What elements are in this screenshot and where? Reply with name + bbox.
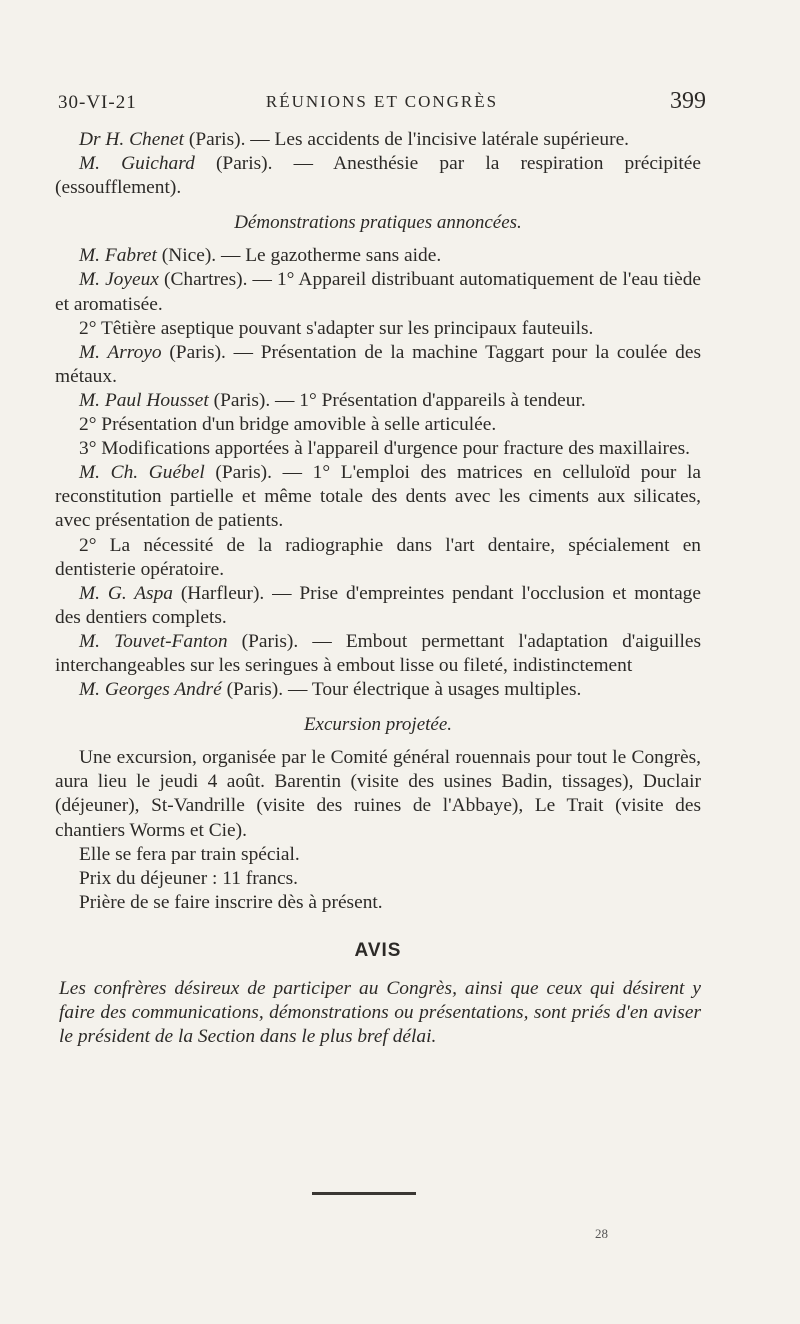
author-name: Dr H. Chenet [79,129,185,150]
excursion-paragraph: Prière de se faire inscrire dès à présent. [79,891,383,913]
author-name: M. Paul Housset [79,389,209,411]
closing-rule [312,1192,416,1195]
demonstration-entry [55,244,701,268]
excursion-paragraph: Une excursion, organisée par le Comité général rouennais pour tout le Congrès, aura lieu le jeudi 4 août. Barentin (visite des usines Badin, tissages), Duclair (déjeuner), St-Vandrille (visite des ruines de l'Abbaye), Le Trait (visite des chantiers Worms et Cie). [55,747,701,841]
entry-text: (Paris). — Anesthésie par la respiration précipitée (essoufflement). [55,153,701,199]
entry-text: 3° Modifications apportées à l'appareil d'urgence pour fracture des maxillaires. [79,438,690,460]
communication-entry [55,128,701,152]
author-name: M. Ch. Guébel [79,462,205,484]
demonstration-entry [55,268,701,316]
author-name: M. Georges André [79,679,222,701]
running-header [58,88,706,126]
author-name: M. Touvet-Fanton [79,630,228,652]
section-heading-demonstrations: Démonstrations pratiques annoncées. [234,212,522,234]
demonstration-entry [55,437,701,461]
demonstration-entry [55,534,701,582]
entry-text: (Paris). — Tour électrique à usages multiples. [221,679,582,701]
demonstration-entry [55,582,701,630]
avis-heading: AVIS [354,939,402,961]
entry-text: (Nice). — Le gazotherme sans aide. [156,245,442,267]
section-heading-excursion: Excursion projetée. [303,714,453,736]
entry-text: 2° Têtière aseptique pouvant s'adapter sur les principaux fauteuils. [79,317,594,339]
excursion-paragraph: Elle se fera par train spécial. [79,843,300,865]
entry-text: 2° La nécessité de la radiographie dans l'art dentaire, spécialement en dentisterie opératoire. [55,534,701,580]
author-name: M. Guichard [79,153,195,175]
excursion-paragraph: Prix du déjeuner : 11 francs. [79,867,298,889]
demonstration-entry [55,678,701,702]
header-title: RÉUNIONS ET CONGRÈS [265,92,499,111]
demonstration-entry [55,341,701,389]
author-name: M. Joyeux [79,269,159,291]
demonstration-entry [55,317,701,341]
entry-text: (Paris). — Les accidents de l'incisive latérale supérieure. [184,129,630,150]
demonstration-entry [55,461,701,533]
demonstration-entry [55,413,701,437]
entry-text: (Paris). — Présentation de la machine Taggart pour la coulée des métaux. [55,341,701,387]
entry-text: (Chartres). — 1° Appareil distribuant automatiquement de l'eau tiède et aromatisée. [55,269,701,315]
page-number: 399 [670,88,706,114]
entry-text: (Paris). — 1° L'emploi des matrices en celluloïd pour la reconstitution partielle et même totale des dents avec les ciments aux silicates, avec présentation de patients. [55,462,701,532]
demonstration-entry [55,630,701,678]
author-name: M. Fabret [79,245,157,267]
demonstration-entry [55,389,701,413]
author-name: M. G. Aspa [79,582,173,604]
header-date: 30-VI-21 [58,92,137,113]
signature-mark: 28 [595,1226,608,1241]
entry-text: 2° Présentation d'un bridge amovible à selle articulée. [79,414,497,436]
avis-notice: Les confrères désireux de participer au Congrès, ainsi que ceux qui désirent y faire des communications, démonstrations ou présentations, sont priés d'en aviser le président de la Section dans le plus bref délai. [59,978,701,1048]
page-body [55,128,701,1049]
entry-text: (Harfleur). — Prise d'empreintes pendant l'occlusion et montage des dentiers complets. [55,582,701,628]
author-name: M. Arroyo [79,341,162,363]
entry-text: (Paris). — 1° Présentation d'appareils à tendeur. [208,389,586,411]
communication-entry [55,152,701,200]
entry-text: (Paris). — Embout permettant l'adaptation d'aiguilles interchangeables sur les seringues à embout lisse ou fileté, indistinctement [55,630,701,676]
